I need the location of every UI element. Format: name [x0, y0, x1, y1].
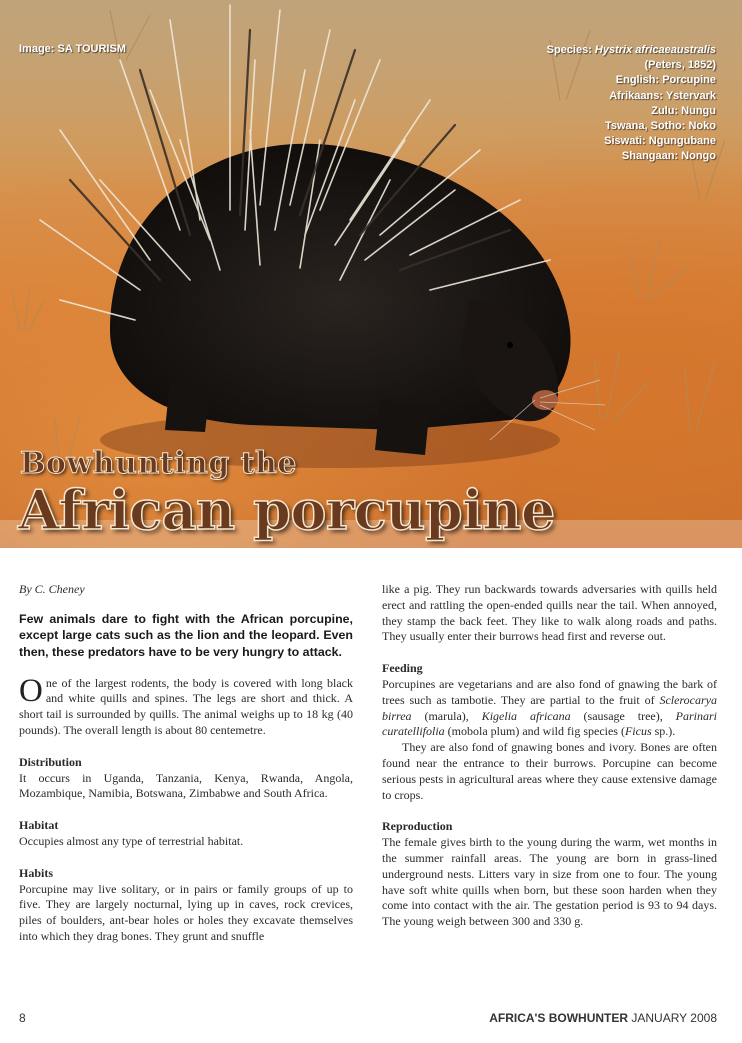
feeding-paragraph-1	[382, 677, 717, 740]
species-english: English: Porcupine	[615, 74, 716, 87]
article-column-left	[19, 582, 353, 945]
magazine-name: AFRICA'S BOWHUNTER	[489, 1011, 629, 1025]
heading-distribution: Distribution	[19, 754, 82, 769]
species-ficus: Ficus	[624, 724, 652, 739]
image-credit: Image: SA TOURISM	[19, 43, 126, 55]
page-number: 8	[19, 1011, 26, 1025]
article-title-line2: African porcupine	[18, 478, 555, 542]
species-scientific-name: Hystrix africaeaustralis	[594, 44, 716, 56]
feeding-text-a: Porcupines are vegetarians and are also fond of gnawing the bark of trees such as tambotie. They are partial to the fruit of	[382, 676, 717, 707]
magazine-issue: JANUARY 2008	[631, 1011, 717, 1025]
article-column-right	[382, 582, 717, 930]
species-parinari: Parinari curatellifolia	[382, 708, 718, 739]
drop-cap: O	[19, 672, 43, 709]
species-box	[547, 43, 716, 165]
species-sclerocarya: Sclerocarya birrea	[382, 692, 717, 723]
species-afrikaans: Afrikaans: Ystervark	[609, 89, 716, 102]
species-name-line	[547, 43, 716, 58]
species-tswana-sotho: Tswana, Sotho: Noko	[604, 120, 716, 133]
species-kigelia: Kigelia africana	[481, 708, 571, 723]
feeding-text-d: (mobola plum) and wild fig species (	[444, 724, 625, 739]
byline: By C. Cheney	[19, 582, 85, 596]
feeding-paragraph-2: They are also fond of gnawing bones and ivory. Bones are often found near the entrance to their burrows. Porcupine can become serious pests in agricultural areas where they cause extensive damage to crops.	[382, 740, 717, 802]
species-siswati: Siswati: Ngungubane	[604, 135, 716, 148]
feeding-text-b: (marula),	[411, 708, 482, 723]
heading-habitat: Habitat	[19, 818, 59, 833]
heading-reproduction: Reproduction	[382, 819, 453, 834]
opening-paragraph	[19, 672, 353, 739]
intro-paragraph: Few animals dare to fight with the African porcupine, except large cats such as the lion and the leopard. Even then, these predators have to be very hungry to attack.	[19, 611, 353, 659]
species-label: Species:	[546, 44, 592, 56]
habits-text: Porcupine may live solitary, or in pairs or family groups of up to five. They are largely nocturnal, lying up in caves, rock crevices, piles of boulders, ant-bear holes or holes they excavate themselves into which they drag bones. They grunt and snuffle	[19, 881, 353, 943]
species-zulu: Zulu: Nungu	[651, 104, 716, 117]
species-shangaan: Shangaan: Nongo	[621, 150, 716, 163]
distribution-text: It occurs in Uganda, Tanzania, Kenya, Rwanda, Angola, Mozambique, Namibia, Botswana, Zimbabwe and South Africa.	[19, 770, 353, 801]
opening-text: ne of the largest rodents, the body is covered with long black and white quills and spines. The legs are short and thick. A short tail is surrounded by quills. The animal weighs up to 18 kg (40 pounds). The overall length is about 80 centemetre.	[19, 675, 353, 737]
article-title-line1: Bowhunting the	[20, 446, 297, 481]
habitat-text: Occupies almost any type of terrestrial habitat.	[19, 833, 244, 848]
heading-habits: Habits	[19, 865, 54, 880]
habits-continued: like a pig. They run backwards towards adversaries with quills held erect and rattling the open-ended quills near the tail. When annoyed, they stamp the back feet. They like to walk along roads and paths. They usually enter their burrows head first and reverse out.	[382, 582, 717, 644]
reproduction-text: The female gives birth to the young during the warm, wet months in the summer rainfall areas. The young are born in grass-lined underground nests. Litters vary in size from one to four. The young have soft white quills when born, but these soon harden when they come into contact with the air. The gestation period is 93 to 94 days. The young weigh between 300 and 330 g.	[382, 835, 717, 929]
species-author: (Peters, 1852)	[644, 59, 716, 72]
heading-feeding: Feeding	[382, 661, 423, 676]
feeding-text-e: sp.).	[651, 724, 676, 739]
magazine-footer	[489, 1011, 717, 1025]
feeding-text-c: (sausage tree),	[570, 708, 676, 723]
